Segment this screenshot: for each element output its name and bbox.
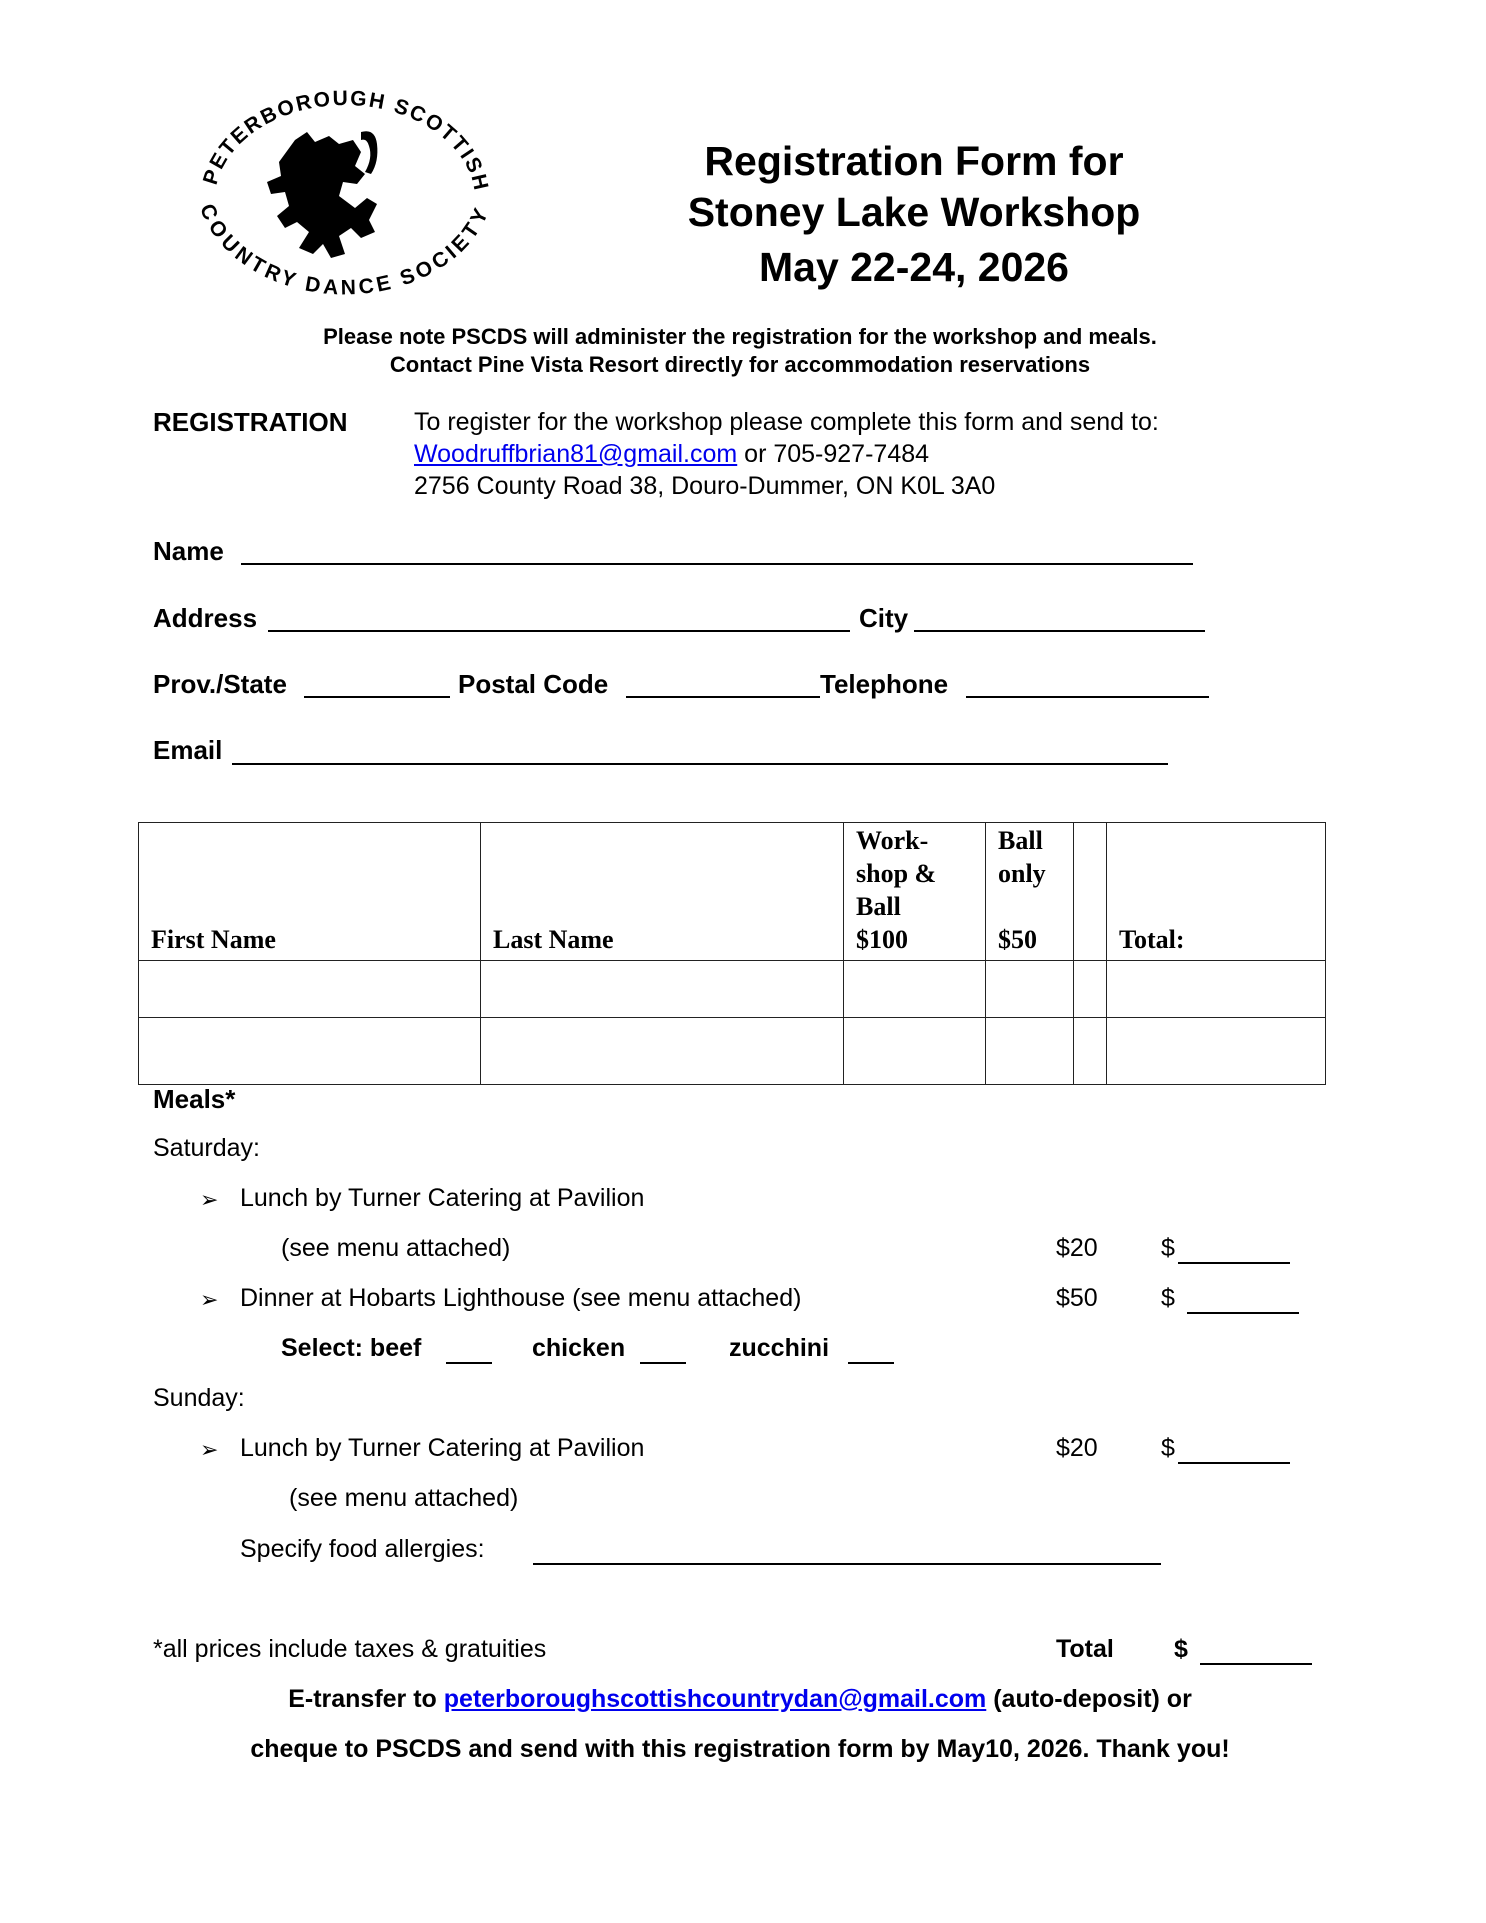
allergies-label: Specify food allergies:	[240, 1535, 485, 1563]
sat-lunch-menu-note: (see menu attached)	[281, 1234, 511, 1262]
header-total: Total:	[1107, 823, 1326, 961]
table-row	[139, 961, 1326, 1018]
header-first-name: First Name	[139, 823, 481, 961]
meals-heading: Meals*	[153, 1084, 236, 1114]
sun-lunch-amount-field[interactable]	[1178, 1462, 1290, 1464]
dollar-sign: $	[1161, 1434, 1175, 1462]
grand-total-label: Total	[1056, 1635, 1114, 1663]
address-field[interactable]	[268, 630, 850, 632]
spacer-cell	[1074, 961, 1107, 1018]
form-title-line-2: Stoney Lake Workshop	[687, 189, 1141, 235]
mailing-address: 2756 County Road 38, Douro-Dummer, ON K0L 3A0	[414, 472, 996, 500]
workshop-ball-cell[interactable]	[844, 961, 986, 1018]
registration-label: REGISTRATION	[153, 407, 348, 437]
lion-rampant-icon	[267, 131, 377, 258]
name-field[interactable]	[241, 563, 1193, 565]
etransfer-email-link[interactable]: peterboroughscottishcountrydan@gmail.com	[443, 1685, 987, 1713]
telephone-field[interactable]	[966, 696, 1209, 698]
dollar-sign: $	[1161, 1234, 1175, 1262]
admin-note: Please note PSCDS will administer the registration for the workshop and meals.	[323, 324, 1157, 349]
registrants-table	[138, 822, 1326, 1085]
select-beef-label: Select: beef	[281, 1334, 422, 1362]
telephone-label: Telephone	[820, 669, 949, 699]
email-field[interactable]	[232, 763, 1168, 765]
contact-phone: or 705-927-7484	[737, 440, 930, 468]
sunday-label: Sunday:	[153, 1384, 245, 1412]
sat-lunch-price: $20	[1056, 1234, 1098, 1262]
contact-email-link[interactable]: Woodruffbrian81@gmail.com	[414, 440, 738, 468]
registration-instruction: To register for the workshop please complete this form and send to:	[414, 408, 1159, 436]
cheque-instructions: cheque to PSCDS and send with this registration form by May10, 2026. Thank you!	[250, 1735, 1230, 1763]
sun-lunch-menu-note: (see menu attached)	[289, 1484, 519, 1512]
email-label: Email	[153, 735, 223, 765]
ball-only-cell[interactable]	[986, 961, 1074, 1018]
bullet-arrow-icon: ➢	[200, 1437, 219, 1462]
dollar-sign: $	[1174, 1635, 1188, 1663]
last-name-cell[interactable]	[481, 1018, 844, 1085]
total-cell[interactable]	[1107, 961, 1326, 1018]
taxes-note: *all prices include taxes & gratuities	[153, 1635, 547, 1663]
ball-only-cell[interactable]	[986, 1018, 1074, 1085]
chicken-choice-field[interactable]	[640, 1362, 686, 1364]
sat-lunch-item: Lunch by Turner Catering at Pavilion	[240, 1184, 645, 1212]
total-cell[interactable]	[1107, 1018, 1326, 1085]
table-header-row	[139, 823, 1326, 961]
address-label: Address	[153, 603, 258, 633]
form-title-dates: May 22-24, 2026	[758, 244, 1069, 290]
city-field[interactable]	[914, 630, 1205, 632]
bullet-arrow-icon: ➢	[200, 1187, 219, 1212]
form-title-line-1: Registration Form for	[704, 138, 1124, 184]
society-logo	[185, 80, 505, 300]
prov-state-label: Prov./State	[153, 669, 287, 699]
last-name-cell[interactable]	[481, 961, 844, 1018]
select-chicken-label: chicken	[532, 1334, 626, 1362]
header-last-name: Last Name	[481, 823, 844, 961]
dollar-sign: $	[1161, 1284, 1175, 1312]
name-label: Name	[153, 536, 224, 566]
sat-dinner-amount-field[interactable]	[1187, 1312, 1299, 1314]
etransfer-prefix: E-transfer to	[288, 1685, 444, 1713]
city-label: City	[859, 603, 909, 633]
workshop-ball-cell[interactable]	[844, 1018, 986, 1085]
header-spacer	[1074, 823, 1107, 961]
sat-dinner-item: Dinner at Hobarts Lighthouse (see menu attached)	[240, 1284, 802, 1312]
postal-code-label: Postal Code	[458, 669, 609, 699]
accommodation-note: Contact Pine Vista Resort directly for accommodation reservations	[389, 352, 1091, 377]
saturday-label: Saturday:	[153, 1134, 261, 1162]
first-name-cell[interactable]	[139, 961, 481, 1018]
zucchini-choice-field[interactable]	[848, 1362, 894, 1364]
postal-code-field[interactable]	[626, 696, 820, 698]
sat-dinner-price: $50	[1056, 1284, 1098, 1312]
sun-lunch-item: Lunch by Turner Catering at Pavilion	[240, 1434, 645, 1462]
prov-state-field[interactable]	[304, 696, 450, 698]
allergies-field[interactable]	[533, 1563, 1161, 1565]
contact-line	[414, 440, 929, 469]
svg-text:COUNTRY DANCE SOCIETY: COUNTRY DANCE SOCIETY	[194, 200, 494, 300]
svg-text:PETERBOROUGH SCOTTISH: PETERBOROUGH SCOTTISH	[198, 86, 493, 194]
grand-total-field[interactable]	[1200, 1663, 1312, 1665]
first-name-cell[interactable]	[139, 1018, 481, 1085]
table-row	[139, 1018, 1326, 1085]
sat-lunch-amount-field[interactable]	[1178, 1262, 1290, 1264]
header-ball-only: Ball only $50	[986, 823, 1074, 961]
bullet-arrow-icon: ➢	[200, 1287, 219, 1312]
select-zucchini-label: zucchini	[729, 1334, 830, 1362]
etransfer-line	[140, 1685, 1340, 1714]
sun-lunch-price: $20	[1056, 1434, 1098, 1462]
header-workshop-ball: Work- shop & Ball $100	[844, 823, 986, 961]
spacer-cell	[1074, 1018, 1107, 1085]
beef-choice-field[interactable]	[446, 1362, 492, 1364]
etransfer-suffix: (auto-deposit) or	[986, 1685, 1192, 1713]
